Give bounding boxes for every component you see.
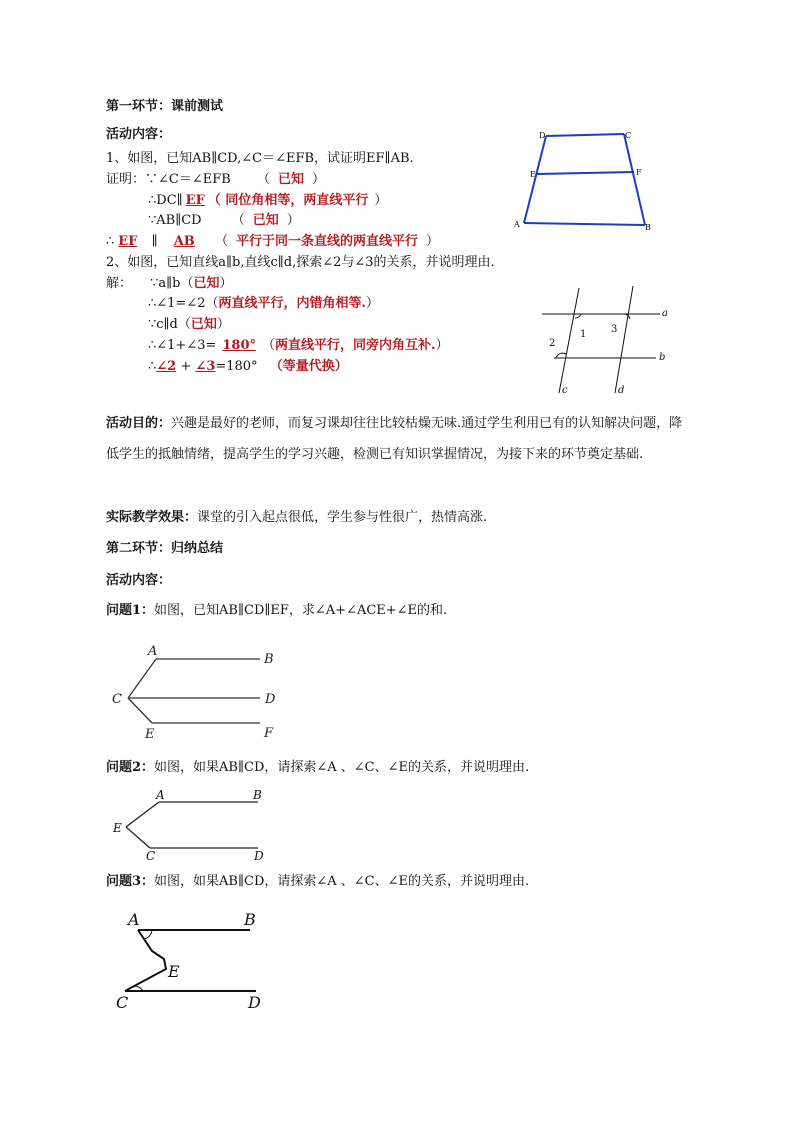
purpose-text: 兴趣是最好的老师，而复习课却往往比较枯燥无味.通过学生利用已有的认知解决问题，降低学生的抵触情绪，提高学生的学习兴趣，检测已有知识掌握情况，为接下来的环节奠定基础. xyxy=(106,416,683,462)
fig1-label-C: C xyxy=(112,692,122,707)
angle-label-1: 1 xyxy=(580,329,587,340)
problem1-figure xyxy=(108,640,288,745)
problem2 xyxy=(106,759,529,777)
trap-label-C: C xyxy=(625,131,632,140)
fig3-label-C: C xyxy=(116,993,129,1012)
q2-l4-blank: 180° xyxy=(222,338,257,353)
problem3-text: 如图，如果AB∥CD，请探索∠A 、∠C、∠E的关系，并说明理由. xyxy=(154,874,530,889)
line-label-d: d xyxy=(618,385,625,396)
fig1-label-B: B xyxy=(264,652,274,667)
purpose-paragraph xyxy=(106,408,692,470)
q2-line0 xyxy=(106,275,233,293)
q2-line3 xyxy=(148,316,230,334)
fig2-label-A: A xyxy=(156,788,165,802)
q2-l5-eq: =180° xyxy=(215,359,258,374)
q2-l5-blank1: ∠2 xyxy=(156,359,177,374)
q2-l3-a: ∵c∥d（ xyxy=(148,317,191,332)
effect-label: 实际教学效果： xyxy=(106,510,198,525)
q2-l1-reason: 已知 xyxy=(193,276,220,291)
section2-content-label: 活动内容： xyxy=(106,573,172,588)
fig2-label-C: C xyxy=(146,849,156,863)
q2-l5-reason: （等量代换） xyxy=(269,359,348,374)
q2-l3-reason: 已知 xyxy=(190,317,217,332)
q2-l2-reason: 两直线平行，内错角相等. xyxy=(218,296,367,311)
problem3 xyxy=(106,873,529,891)
trap-label-E: E xyxy=(530,170,536,179)
q2-l1-a: ∵a∥b（ xyxy=(150,276,194,291)
q1-l4-therefore: ∴ xyxy=(106,234,115,249)
q1-l3-open: （ xyxy=(231,213,245,228)
q1-l2-a: ∴DC∥ xyxy=(148,193,183,208)
q2-l4-close: ） xyxy=(435,338,449,353)
trap-label-D: D xyxy=(539,131,546,140)
effect-text: 课堂的引入起点很低，学生参与性很广，热情高涨. xyxy=(197,510,488,525)
fig3-label-D: D xyxy=(248,993,261,1012)
q2-l4-reason: 两直线平行，同旁内角互补. xyxy=(275,338,436,353)
q1-l2-close: ） xyxy=(374,193,388,208)
q1-l4-blank1: EF xyxy=(118,234,138,249)
q2-l4-open: （ xyxy=(262,338,276,353)
fig2-label-D: D xyxy=(254,849,264,863)
fig3-label-B: B xyxy=(244,910,256,929)
q1-l1-paren-close: ） xyxy=(311,172,325,187)
q2-l4-a: ∴∠1+∠3= xyxy=(148,338,217,353)
line-label-c: c xyxy=(562,385,568,396)
q1-line2 xyxy=(148,192,387,210)
q1-l4-open: （ xyxy=(214,234,228,249)
fig2-label-E: E xyxy=(113,821,122,835)
fig3-label-A: A xyxy=(128,910,140,929)
trap-label-F: F xyxy=(636,168,642,177)
q2-l5-plus: + xyxy=(180,359,192,374)
problem2-label: 问题2： xyxy=(106,760,155,775)
trap-label-B: B xyxy=(645,223,651,232)
fig1-label-E: E xyxy=(145,727,155,742)
q1-l4-parallel: ∥ xyxy=(151,234,158,249)
fig3-label-E: E xyxy=(168,962,180,981)
q1-l1-paren-open: （ xyxy=(256,172,270,187)
q1-line3 xyxy=(148,212,300,230)
parallel-lines-figure xyxy=(532,280,682,400)
q1-l2-reason: （ 同位角相等，两直线平行 xyxy=(207,193,369,208)
line-label-b: b xyxy=(659,352,666,363)
q2-line5 xyxy=(148,358,348,376)
purpose-label: 活动目的： xyxy=(106,416,172,431)
q1-line1 xyxy=(106,171,325,189)
section2-title: 第二环节：归纳总结 xyxy=(106,541,224,556)
problem3-label: 问题3： xyxy=(106,874,155,889)
q2-line2 xyxy=(148,295,379,313)
section1-content-label: 活动内容： xyxy=(106,127,172,142)
problem3-figure xyxy=(108,905,278,1015)
angle-label-3: 3 xyxy=(611,324,618,335)
q1-l3-a: ∵AB∥CD xyxy=(148,213,202,228)
problem2-figure xyxy=(108,785,278,865)
solution-label: 解： xyxy=(106,276,133,291)
q1-l4-blank2: AB xyxy=(173,234,195,249)
q2-l3-close: ） xyxy=(216,317,230,332)
fig1-label-D: D xyxy=(265,692,276,707)
fig2-label-B: B xyxy=(253,788,262,802)
problem1-label: 问题1： xyxy=(106,603,155,618)
q1-l3-close: ） xyxy=(286,213,300,228)
q2-line4 xyxy=(148,337,449,355)
fig1-label-A: A xyxy=(148,644,158,659)
proof-label: 证明： xyxy=(106,172,146,187)
q1-l2-blank: EF xyxy=(185,193,205,208)
q2-l1-close: ） xyxy=(219,276,233,291)
angle-label-2: 2 xyxy=(549,338,556,349)
q2-l2-a: ∴∠1=∠2（ xyxy=(148,296,219,311)
section1-title: 第一环节：课前测试 xyxy=(106,99,224,114)
fig1-label-F: F xyxy=(264,726,274,741)
q1-stem: 1、如图，已知AB∥CD,∠C＝∠EFB，试证明EF∥AB. xyxy=(106,151,414,166)
effect-line xyxy=(106,509,487,527)
q1-line4 xyxy=(106,233,439,251)
q1-l1-reason: 已知 xyxy=(277,172,304,187)
trapezoid-figure xyxy=(508,126,658,236)
q2-stem: 2、如图，已知直线a∥b,直线c∥d,探索∠2与∠3的关系，并说明理由. xyxy=(106,255,495,270)
q2-l5-therefore: ∴ xyxy=(148,359,157,374)
q1-l4-close: ） xyxy=(425,234,439,249)
q1-l4-reason: 平行于同一条直线的两直线平行 xyxy=(235,234,418,249)
q1-l3-reason: 已知 xyxy=(252,213,279,228)
q2-l2-close: ） xyxy=(366,296,380,311)
problem1 xyxy=(106,602,447,620)
trap-label-A: A xyxy=(514,220,520,229)
q1-l1-given: ∵∠C＝∠EFB xyxy=(145,172,231,187)
q2-l5-blank2: ∠3 xyxy=(195,359,216,374)
line-label-a: a xyxy=(662,308,668,319)
problem2-text: 如图，如果AB∥CD，请探索∠A 、∠C、∠E的关系，并说明理由. xyxy=(154,760,530,775)
problem1-text: 如图，已知AB∥CD∥EF，求∠A+∠ACE+∠E的和. xyxy=(154,603,448,618)
